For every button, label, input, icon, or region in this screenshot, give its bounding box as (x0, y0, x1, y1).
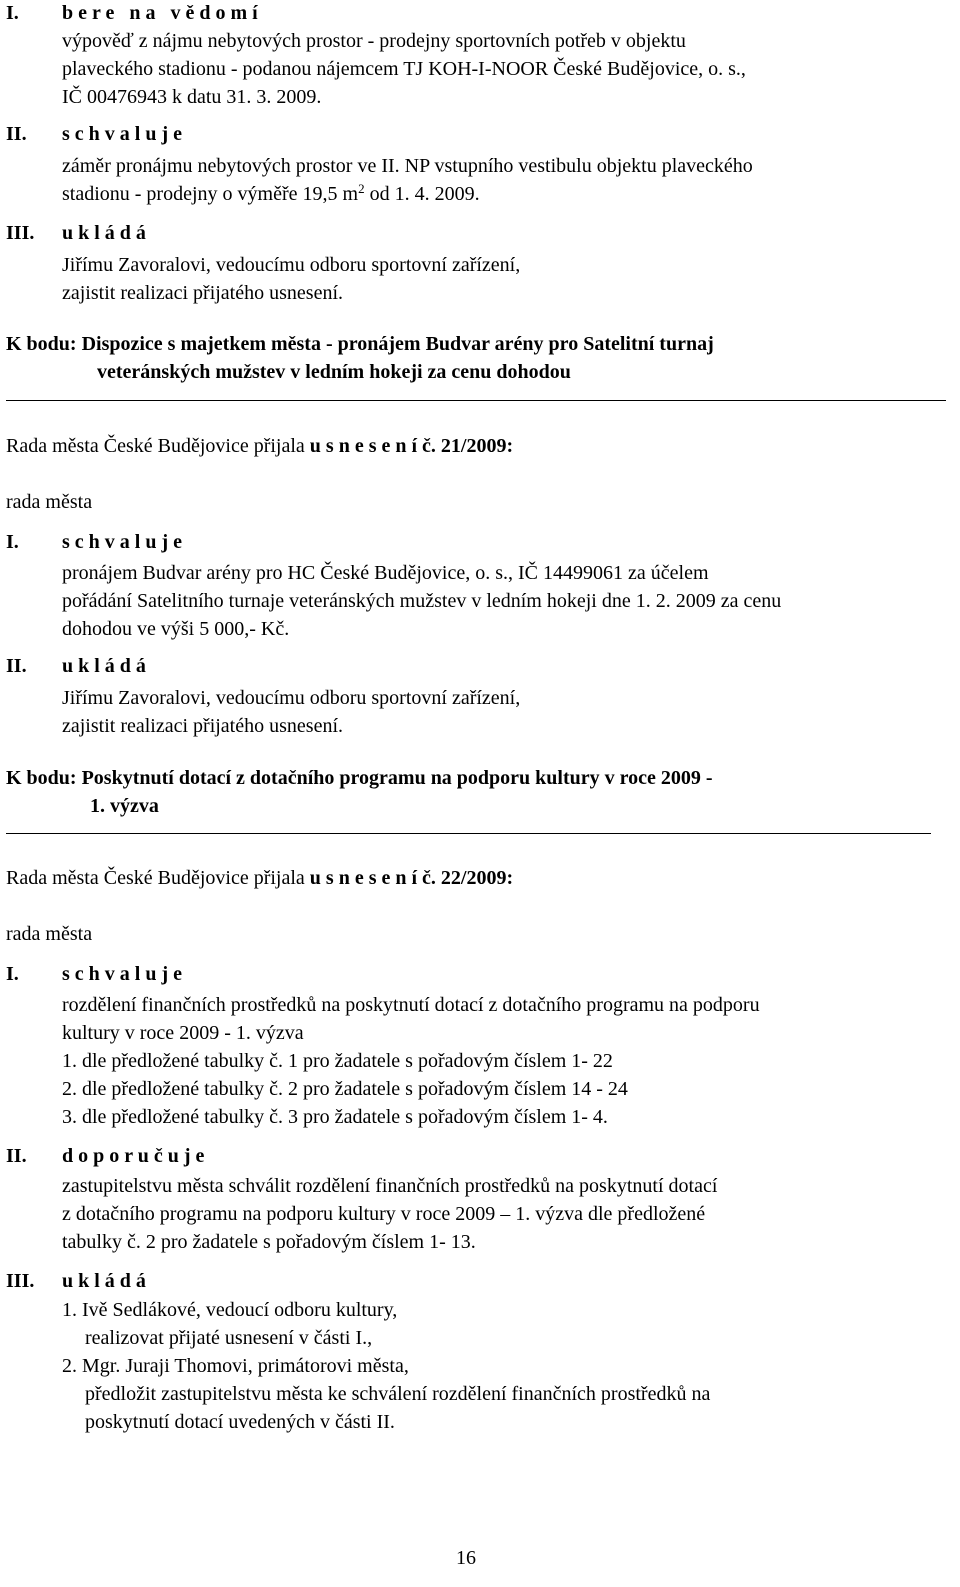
text-line: z dotačního programu na podporu kultury v roce 2009 – 1. výzva dle předložené (62, 1203, 706, 1225)
list-item: 1. Ivě Sedlákové, vedoucí odboru kultury, (62, 1299, 398, 1321)
item-verb: u k l á d á (62, 222, 146, 244)
resolution-prefix: Rada města České Budějovice přijala (6, 435, 310, 457)
text-line: pronájem Budvar arény pro HC České Budějovice, o. s., IČ 14499061 za účelem (62, 562, 709, 584)
list-item: 1. dle předložené tabulky č. 1 pro žadatele s pořadovým číslem 1- 22 (62, 1050, 613, 1072)
item-number: II. (6, 123, 27, 145)
list-item: 2. Mgr. Juraji Thomovi, primátorovi města, (62, 1355, 409, 1377)
list-item: 3. dle předložené tabulky č. 3 pro žadatele s pořadovým číslem 1- 4. (62, 1106, 608, 1128)
superscript: 2 (358, 181, 365, 196)
item-number: II. (6, 1145, 27, 1167)
text-line: záměr pronájmu nebytových prostor ve II. NP vstupního vestibulu objektu plaveckého (62, 155, 753, 177)
resolution-prefix: Rada města České Budějovice přijala (6, 867, 310, 889)
item-verb: d o p o r u č u j e (62, 1145, 205, 1167)
list-item: 2. dle předložené tabulky č. 2 pro žadatele s pořadovým číslem 14 - 24 (62, 1078, 628, 1100)
divider-line (6, 833, 931, 834)
text-line: Jiřímu Zavoralovi, vedoucímu odboru sportovní zařízení, (62, 254, 521, 276)
item-verb: s c h v a l u j e (62, 963, 182, 985)
council-label: rada města (6, 491, 93, 513)
agenda-heading: K bodu: Dispozice s majetkem města - pronájem Budvar arény pro Satelitní turnaj (6, 333, 714, 355)
item-verb: s c h v a l u j e (62, 123, 182, 145)
item-number: I. (6, 2, 19, 24)
text-line (62, 182, 480, 206)
item-number: III. (6, 222, 35, 244)
resolution-number: č. 21/2009: (417, 435, 514, 457)
resolution-word: u s n e s e n í (309, 867, 418, 889)
item-number: I. (6, 963, 19, 985)
text-line: pořádání Satelitního turnaje veteránských mužstev v ledním hokeji dne 1. 2. 2009 za cenu (62, 590, 782, 612)
resolution-line (6, 866, 513, 890)
resolution-line (6, 434, 513, 458)
text-fragment: stadionu - prodejny o výměře 19,5 m (62, 183, 359, 205)
divider-line (6, 400, 946, 401)
text-line: zajistit realizaci přijatého usnesení. (62, 282, 343, 304)
item-number: II. (6, 655, 27, 677)
text-line: kultury v roce 2009 - 1. výzva (62, 1022, 304, 1044)
item-verb: b e r e n a v ě d o m í (62, 2, 258, 24)
agenda-heading-cont: veteránských mužstev v ledním hokeji za cenu dohodou (97, 361, 571, 383)
text-line: plaveckého stadionu - podanou nájemcem TJ KOH-I-NOOR České Budějovice, o. s., (62, 58, 746, 80)
text-line: poskytnutí dotací uvedených v části II. (85, 1411, 395, 1433)
text-line: IČ 00476943 k datu 31. 3. 2009. (62, 86, 322, 108)
agenda-heading: K bodu: Poskytnutí dotací z dotačního programu na podporu kultury v roce 2009 - (6, 767, 713, 789)
text-line: zajistit realizaci přijatého usnesení. (62, 715, 343, 737)
text-line: dohodou ve výši 5 000,- Kč. (62, 618, 290, 640)
text-line: zastupitelstvu města schválit rozdělení finančních prostředků na poskytnutí dotací (62, 1175, 718, 1197)
text-line: předložit zastupitelstvu města ke schválení rozdělení finančních prostředků na (85, 1383, 711, 1405)
page-number: 16 (456, 1547, 476, 1569)
text-line: rozdělení finančních prostředků na poskytnutí dotací z dotačního programu na podporu (62, 994, 760, 1016)
item-verb: s c h v a l u j e (62, 531, 182, 553)
item-verb: u k l á d á (62, 1270, 146, 1292)
text-line: realizovat přijaté usnesení v části I., (85, 1327, 373, 1349)
text-line: Jiřímu Zavoralovi, vedoucímu odboru sportovní zařízení, (62, 687, 521, 709)
text-fragment: od 1. 4. 2009. (364, 183, 480, 205)
resolution-word: u s n e s e n í (309, 435, 418, 457)
text-line: tabulky č. 2 pro žadatele s pořadovým číslem 1- 13. (62, 1231, 476, 1253)
resolution-number: č. 22/2009: (417, 867, 514, 889)
item-number: III. (6, 1270, 35, 1292)
text-line: výpověď z nájmu nebytových prostor - prodejny sportovních potřeb v objektu (62, 30, 686, 52)
item-number: I. (6, 531, 19, 553)
agenda-heading-cont: 1. výzva (90, 795, 159, 817)
council-label: rada města (6, 923, 93, 945)
item-verb: u k l á d á (62, 655, 146, 677)
